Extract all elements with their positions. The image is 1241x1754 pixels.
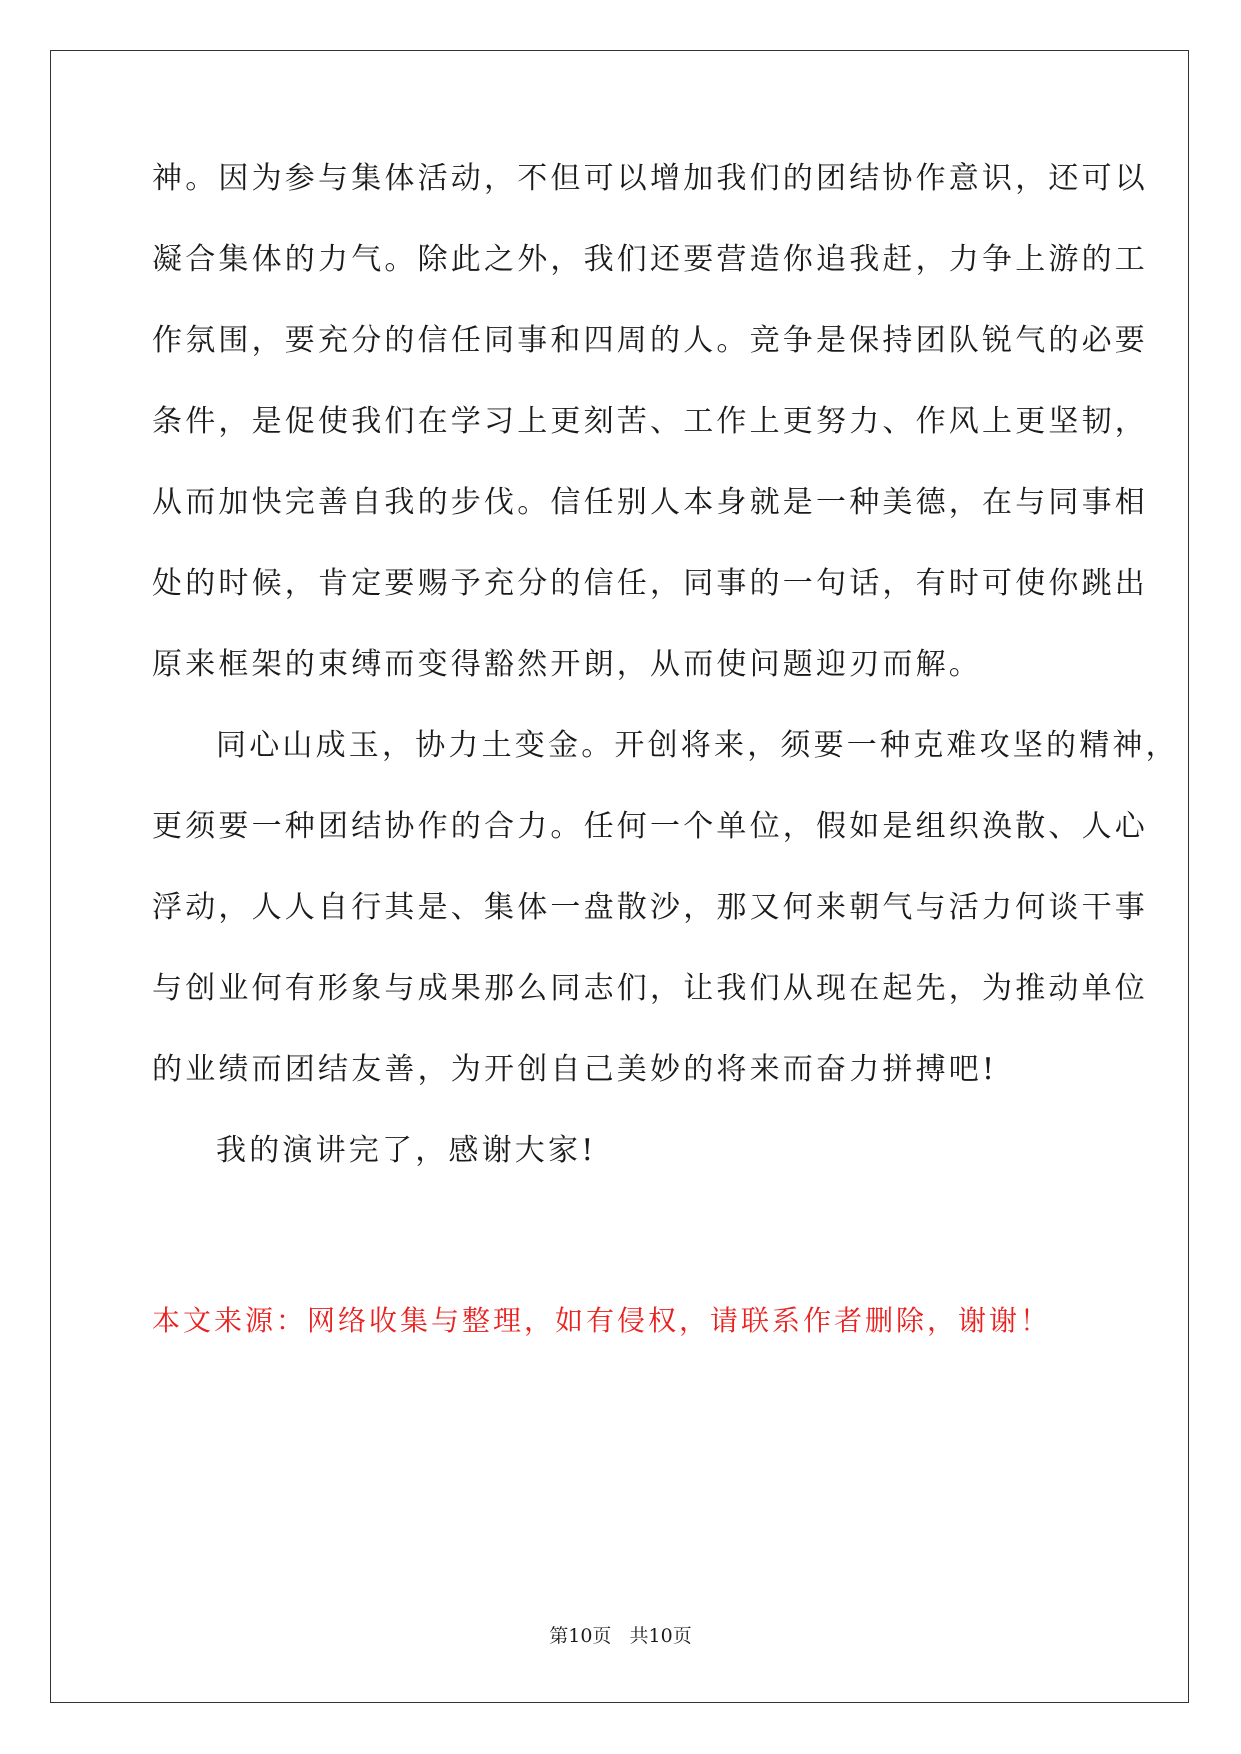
paragraph-line: 同心山成玉，协力土变金。开创将来，须要一种克难攻坚的精神， <box>216 728 1179 763</box>
paragraph-line: 原来框架的束缚而变得豁然开朗，从而使问题迎刃而解。 <box>152 647 982 682</box>
paragraph-line: 更须要一种团结协作的合力。任何一个单位，假如是组织涣散、人心 <box>152 809 1148 844</box>
paragraph-line: 处的时候，肯定要赐予充分的信任，同事的一句话，有时可使你跳出 <box>152 566 1148 601</box>
paragraph-line: 条件，是促使我们在学习上更刻苦、工作上更努力、作风上更坚韧， <box>152 404 1148 439</box>
paragraph-line: 从而加快完善自我的步伐。信任别人本身就是一种美德，在与同事相 <box>152 485 1148 520</box>
page-footer: 第10页 共10页 <box>549 1625 692 1647</box>
paragraph-line: 浮动，人人自行其是、集体一盘散沙，那又何来朝气与活力何谈干事 <box>152 890 1148 925</box>
paragraph-line: 作氛围，要充分的信任同事和四周的人。竞争是保持团队锐气的必要 <box>152 323 1148 358</box>
paragraph-line: 与创业何有形象与成果那么同志们，让我们从现在起先，为推动单位 <box>152 971 1148 1006</box>
paragraph-line: 我的演讲完了，感谢大家! <box>216 1133 597 1168</box>
paragraph-line: 神。因为参与集体活动，不但可以增加我们的团结协作意识，还可以 <box>152 161 1148 196</box>
paragraph-line: 凝合集体的力气。除此之外，我们还要营造你追我赶，力争上游的工 <box>152 242 1148 277</box>
source-note: 本文来源：网络收集与整理，如有侵权，请联系作者删除，谢谢！ <box>152 1304 1052 1337</box>
document-body <box>152 161 1179 1216</box>
paragraph-line: 的业绩而团结友善，为开创自己美妙的将来而奋力拼搏吧! <box>152 1052 998 1087</box>
